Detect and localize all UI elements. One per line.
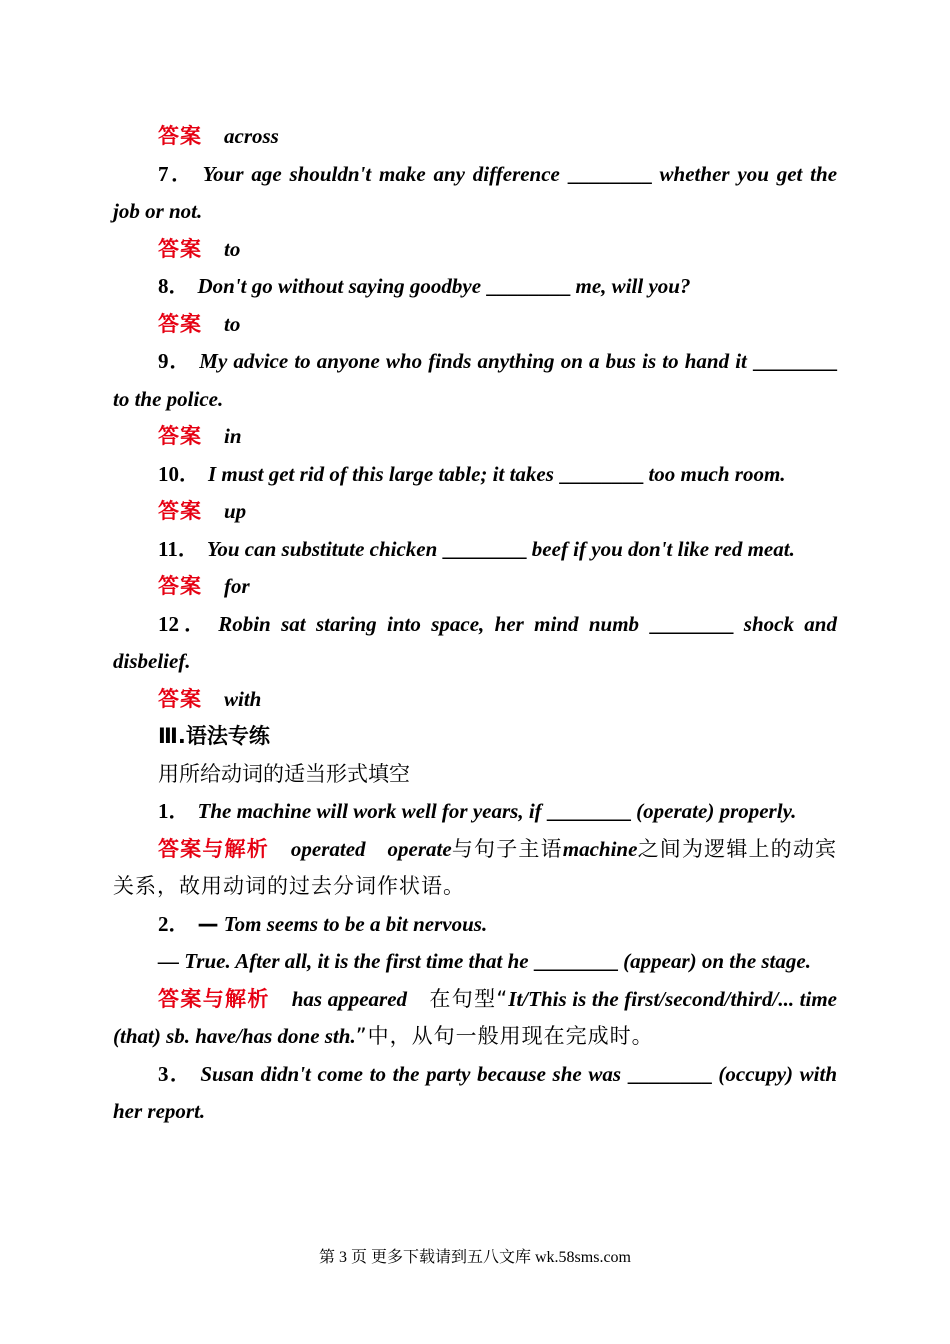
question-8 [113,268,837,306]
answer-8 [113,306,837,344]
answer-blank: ________ [442,536,527,561]
explanation-label: 答案与解析 [158,986,270,1011]
answer-9 [113,418,837,456]
explanation-text: ”中，从句一般用现在完成时。 [355,1024,654,1048]
explanation-label: 答案与解析 [158,836,269,861]
answer-7 [113,231,837,269]
question-text: Don't go without saying goodbye [197,274,482,298]
answer-label: 答案 [158,499,202,523]
question-7 [113,156,837,231]
answer-blank: ________ [567,161,652,186]
section-title: Ⅲ.语法专练 [158,724,270,748]
question-number: 12． [158,611,211,636]
question-text: beef if you don't like red meat. [531,536,795,561]
question-text: Your age shouldn't make any difference [202,161,560,186]
answer-text: operated [290,836,366,861]
explanation-text: 在句型“ [429,986,509,1011]
question-text: Robin sat staring into space, her mind numb [218,611,640,636]
page-footer: 第 3 页 更多下载请到五八文库 wk.58sms.com [318,1249,631,1266]
answer-blank: ________ [627,1061,712,1086]
answer-12 [113,681,837,719]
answer-blank: ________ [753,349,838,373]
question-number: 2． [158,911,190,936]
answer-11 [113,568,837,606]
answer-blank: ________ [533,949,618,973]
explanation-text: It/This is the first/second/third/... time (that) sb. have/has done sth. [113,986,837,1048]
answer-blank: ________ [559,461,644,486]
question-text: whether you get the job or not. [113,161,838,223]
answer-text: up [224,499,247,523]
question-11 [113,531,837,569]
question-number: 9． [158,349,192,373]
question-text: Susan didn't come to the party because she was [200,1061,622,1086]
question-text: me, will you? [575,274,691,298]
answer-label: 答案 [158,424,202,448]
question-number: 7． [158,161,195,186]
verb-hint: (occupy) [718,1061,794,1086]
answer-text: across [224,124,279,148]
grammar-question-1 [113,793,837,831]
question-text: You can substitute chicken [206,536,438,561]
verb-hint: (operate) [636,799,715,823]
question-text: to the police. [113,386,224,411]
answer-text: to [224,236,241,261]
answer-label: 答案 [158,311,202,336]
grammar-question-2-reply [113,943,837,981]
question-number: 3． [158,1061,193,1086]
answer-blank: ________ [486,274,571,298]
question-text: True. After all, it is the first time that he [184,949,529,973]
answer-text: with [224,686,262,711]
verb-hint: (appear) [623,949,697,973]
question-9 [113,343,837,418]
answer-label: 答案 [158,574,202,598]
question-text: on the stage. [701,949,811,973]
section-instruction: 用所给动词的适当形式填空 [158,761,410,786]
question-number: 10． [158,461,200,486]
grammar-explanation-2 [113,981,837,1056]
question-text: I must get rid of this large table; it takes [208,461,554,486]
question-number: 8． [158,274,190,298]
question-number: 1． [158,799,190,823]
answer-label: 答案 [158,124,202,148]
question-text: The machine will work well for years, if [197,799,542,823]
question-10 [113,456,837,494]
answer-6 [113,118,837,156]
question-text: Tom seems to be a bit nervous. [223,911,488,936]
explanation-text: operate [387,836,452,861]
exercise-content [113,118,837,1131]
answer-blank: ________ [649,611,734,636]
question-text: properly. [719,799,797,823]
answer-text: in [224,424,242,448]
question-text: too much room. [648,461,786,486]
answer-text: for [224,574,250,598]
question-text: with her report. [113,1061,838,1123]
question-text: shock and disbelief. [113,611,837,673]
answer-text: to [224,311,241,336]
question-number: 11． [158,536,199,561]
answer-text: has appeared [291,986,408,1011]
answer-10 [113,493,837,531]
explanation-text: 与句子主语 [451,836,563,861]
answer-blank: ________ [546,799,631,823]
answer-label: 答案 [158,236,202,261]
answer-label: 答案 [158,686,202,711]
explanation-text: machine [562,836,638,861]
grammar-explanation-1 [113,831,837,906]
explanation-text: 之间为逻辑上的动宾关系，故用动词的过去分词作状语。 [113,836,838,898]
grammar-question-3 [113,1056,837,1131]
grammar-question-2 [113,906,837,944]
dialogue-dash: — [158,949,179,973]
dialogue-dash: — [197,911,219,936]
question-text: My advice to anyone who finds anything on a bus is to hand it [199,349,747,373]
question-12 [113,606,837,681]
